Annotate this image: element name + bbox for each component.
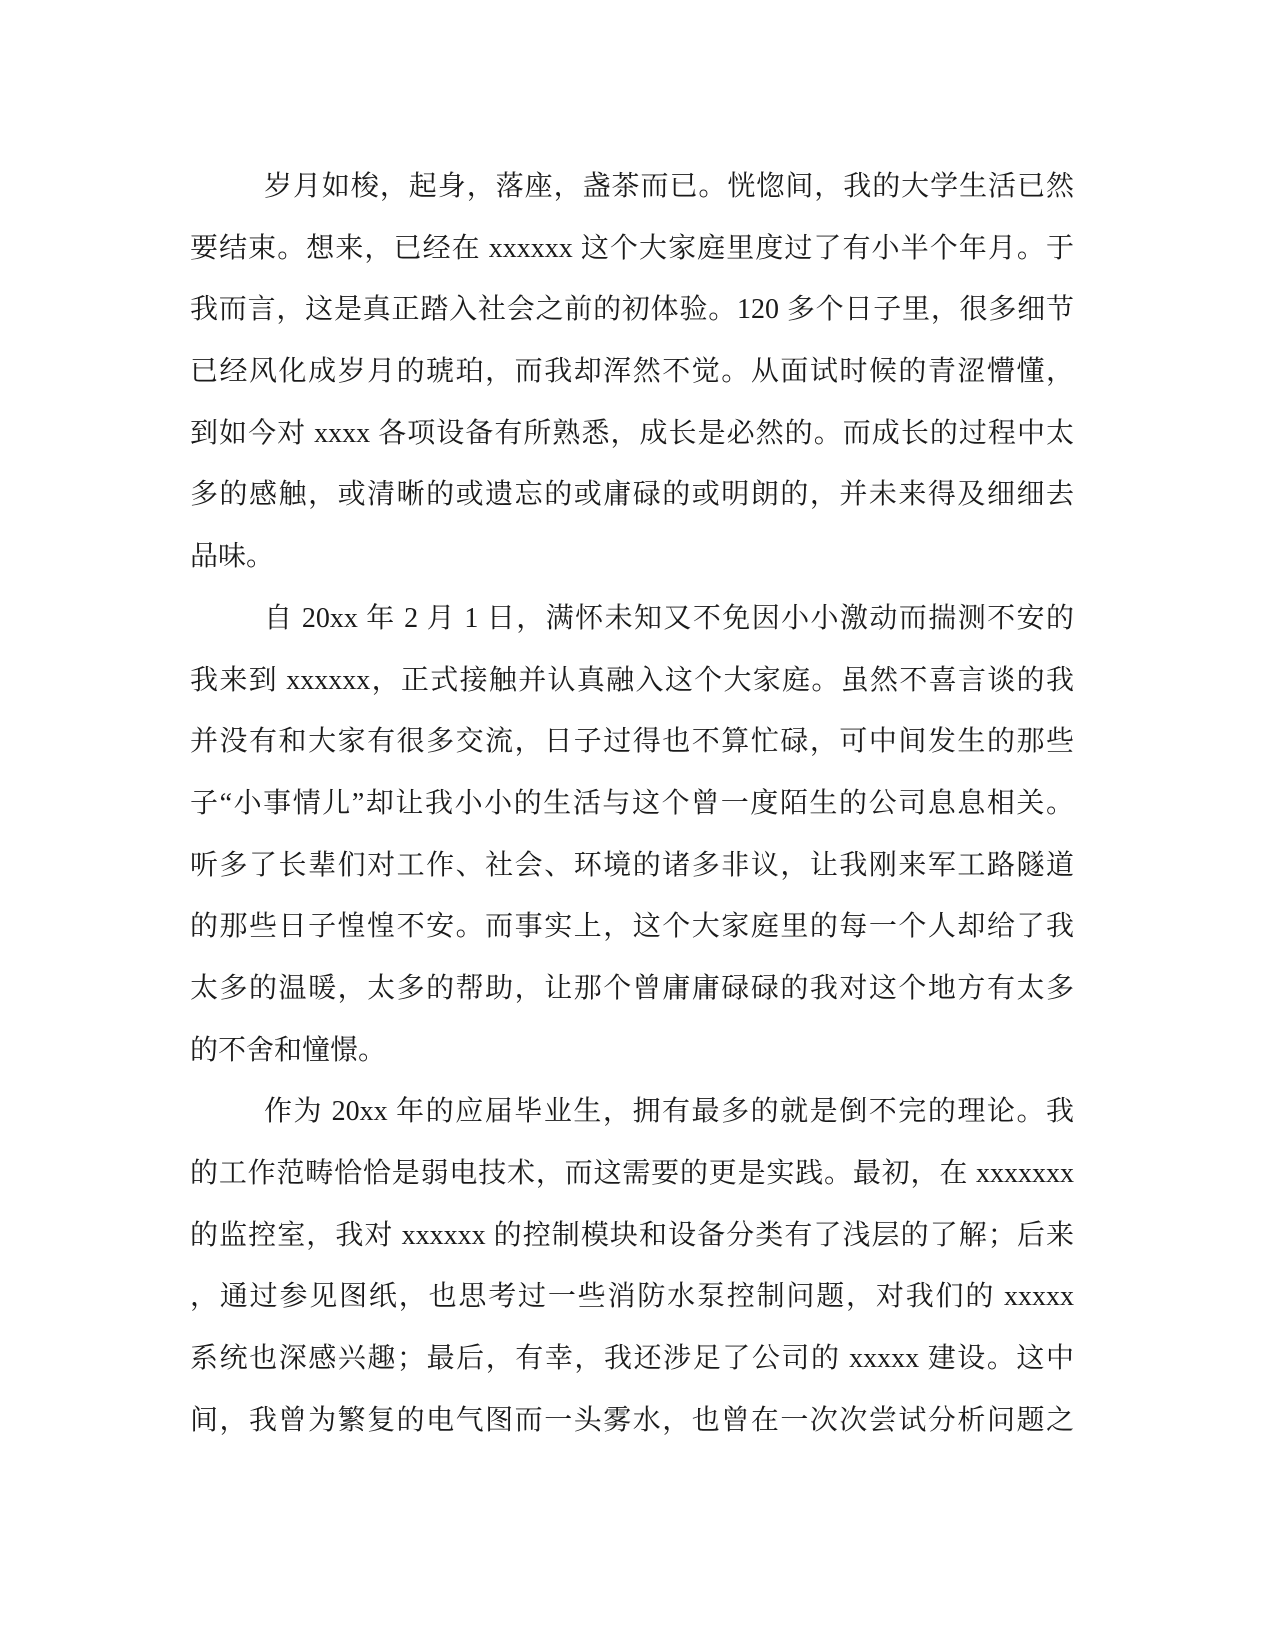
- text-line: 我而言，这是真正踏入社会之前的初体验。120 多个日子里，很多细节: [190, 294, 1074, 326]
- paragraph: [190, 588, 1074, 1082]
- paragraph: [190, 156, 1074, 588]
- text-line: 自 20xx 年 2 月 1 日，满怀未知又不免因小小激动而揣测不安的: [264, 602, 1074, 634]
- paragraph: [190, 1081, 1074, 1451]
- text-line: 间，我曾为繁复的电气图而一头雾水，也曾在一次次尝试分析问题之: [190, 1404, 1074, 1436]
- text-line: 到如今对 xxxx 各项设备有所熟悉，成长是必然的。而成长的过程中太: [190, 417, 1074, 449]
- text-line: 的不舍和憧憬。: [190, 1034, 387, 1066]
- text-line: 已经风化成岁月的琥珀，而我却浑然不觉。从面试时候的青涩懵懂，: [190, 356, 1074, 388]
- text-line: 的那些日子惶惶不安。而事实上，这个大家庭里的每一个人却给了我: [190, 911, 1074, 943]
- text-line: 的工作范畴恰恰是弱电技术，而这需要的更是实践。最初，在 xxxxxxx: [190, 1158, 1074, 1189]
- text-line: 太多的温暖，太多的帮助，让那个曾庸庸碌碌的我对这个地方有太多: [190, 972, 1074, 1004]
- text-line: 听多了长辈们对工作、社会、环境的诸多非议，让我刚来军工路隧道: [190, 849, 1074, 881]
- text-line: ，通过参见图纸，也思考过一些消防水泵控制问题，对我们的 xxxxx: [190, 1281, 1074, 1313]
- text-line: 的监控室，我对 xxxxxx 的控制模块和设备分类有了浅层的了解；后来: [190, 1219, 1074, 1251]
- text-line: 我来到 xxxxxx，正式接触并认真融入这个大家庭。虽然不喜言谈的我: [190, 664, 1074, 696]
- text-line: 要结束。想来，已经在 xxxxxx 这个大家庭里度过了有小半个年月。于: [190, 232, 1074, 264]
- text-line: 并没有和大家有很多交流，日子过得也不算忙碌，可中间发生的那些: [190, 726, 1074, 758]
- text-line: 品味。: [190, 541, 275, 573]
- text-block: [190, 156, 1074, 1451]
- text-line: 作为 20xx 年的应届毕业生，拥有最多的就是倒不完的理论。我: [264, 1096, 1074, 1128]
- text-line: 系统也深感兴趣；最后，有幸，我还涉足了公司的 xxxxx 建设。这中: [190, 1343, 1074, 1375]
- text-line: 岁月如梭，起身，落座，盏茶而已。恍惚间，我的大学生活已然: [264, 171, 1074, 202]
- text-line: 多的感触，或清晰的或遗忘的或庸碌的或明朗的，并未来得及细细去: [190, 479, 1074, 511]
- text-line: 子“小事情儿”却让我小小的生活与这个曾一度陌生的公司息息相关。: [190, 787, 1074, 819]
